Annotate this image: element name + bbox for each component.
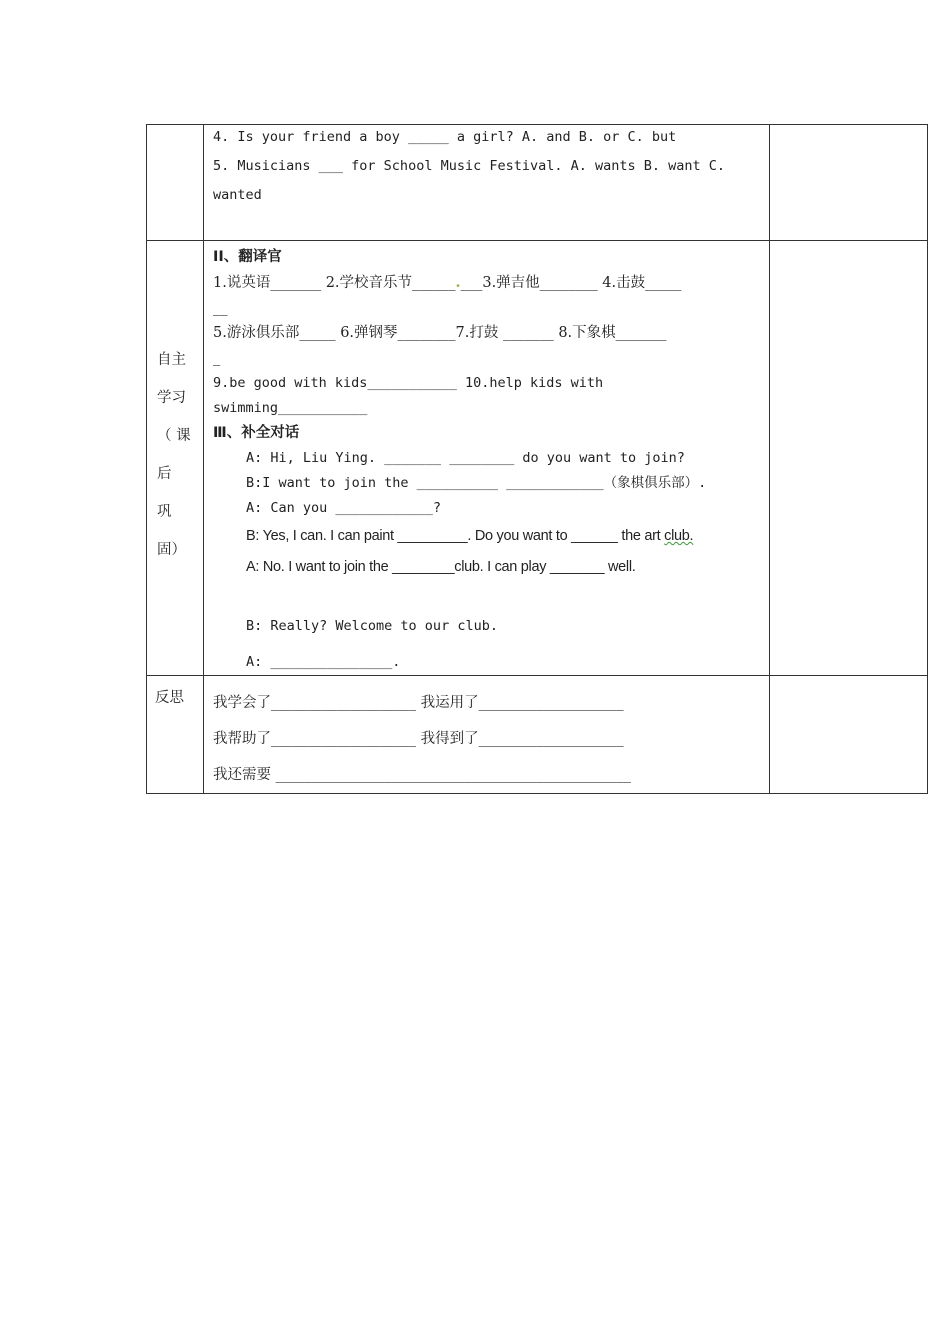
row1-notes-cell [770, 125, 928, 241]
section-2-title: II、翻译官 [213, 249, 282, 265]
translation-line-2: 5.游泳俱乐部_____ 6.弹钢琴________7.打鼓 _______ 8.下象棋_______ [213, 325, 667, 341]
dialogue-line-4: B: Yes, I can. I can paint _________. Do you want to ______ the art club. [246, 528, 694, 544]
dialogue-line-7: A: _______________. [246, 654, 401, 670]
translation-line-3: 9.be good with kids___________ 10.help kids with [213, 375, 604, 391]
reflection-row [147, 676, 928, 794]
dialogue-line-2: B:I want to join the __________ ____________（象棋俱乐部）. [246, 475, 707, 491]
dialogue-line-6: B: Really? Welcome to our club. [246, 618, 498, 634]
reflection-label: 反思 [155, 690, 184, 706]
dialogue-line-3: A: Can you ____________? [246, 500, 442, 516]
self-study-content-cell [204, 241, 770, 676]
reflection-label-cell [147, 676, 204, 794]
row1-label-cell [147, 125, 204, 241]
reflection-line-1: 我学会了____________________ 我运用了____________________ [213, 695, 624, 711]
question-4: 4. Is your friend a boy _____ a girl? A. and B. or C. but [213, 129, 677, 145]
dialogue-line-5: A: No. I want to join the ________club. I can play _______ well. [246, 559, 636, 575]
reflection-line-3: 我还需要 _________________________________________________ [213, 767, 631, 783]
exercise-row [147, 125, 928, 241]
question-5: 5. Musicians ___ for School Music Festival. A. wants B. want C. [213, 158, 726, 174]
question-5-continued: wanted [213, 187, 262, 203]
row1-content-cell [204, 125, 770, 241]
dialogue-line-1: A: Hi, Liu Ying. _______ ________ do you want to join? [246, 450, 685, 466]
translation-line-1: 1.说英语_______ 2.学校音乐节______.___3.弹吉他________ 4.击鼓_____ [213, 274, 682, 291]
self-study-label-cell [147, 241, 204, 676]
self-study-row [147, 241, 928, 676]
worksheet-table [146, 124, 928, 794]
section-3-title: Ⅲ、补全对话 [213, 425, 300, 441]
translation-line-3-wrap: swimming___________ [213, 400, 368, 416]
self-study-notes-cell [770, 241, 928, 676]
reflection-content-cell [204, 676, 770, 794]
reflection-notes-cell [770, 676, 928, 794]
reflection-line-2: 我帮助了____________________ 我得到了____________________ [213, 731, 624, 747]
self-study-label: 自主 学习 （ 课 后 巩 固） [157, 352, 191, 558]
translation-line-1-wrap: __ [213, 300, 228, 316]
translation-line-2-wrap: _ [213, 350, 221, 366]
